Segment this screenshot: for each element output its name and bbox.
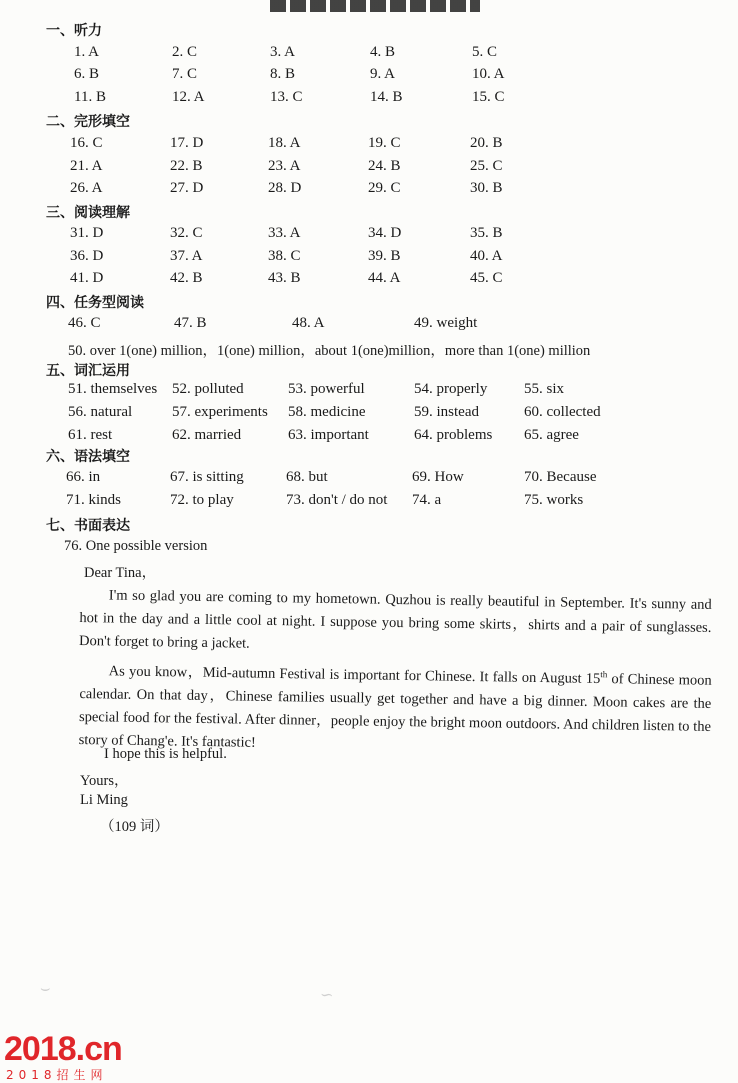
answer-item: 62. married <box>172 427 242 443</box>
letter-greeting: Dear Tina， <box>84 565 157 581</box>
cut-off-title <box>270 0 480 12</box>
answer-item: 43. B <box>268 270 301 286</box>
answer-item: 18. A <box>268 135 301 151</box>
answer-item: 23. A <box>268 158 301 174</box>
answer-row <box>0 492 738 512</box>
answer-item: 65. agree <box>524 427 579 443</box>
letter-closing: Yours， <box>80 773 129 789</box>
answer-item: 75. works <box>524 492 584 508</box>
answer-item: 8. B <box>270 66 296 82</box>
answer-item: 74. a <box>412 492 442 508</box>
answer-item: 6. B <box>74 66 100 82</box>
section-heading-task-reading: 四、任务型阅读 <box>46 295 144 311</box>
answer-item: 32. C <box>170 225 203 241</box>
answer-item: 36. D <box>70 248 104 264</box>
answer-item: 37. A <box>170 248 203 264</box>
answer-row <box>0 180 738 200</box>
paragraph-text-part: of Chinese moon calendar. On that day，Chinese families usually get together and have a big dinner. Moon cakes are the special food for the festival. After dinner，people enjoy the bright moon outdoors. And children listen to the story of Chang'e. It's fantastic! <box>78 671 712 751</box>
answer-item: 16. C <box>70 135 103 151</box>
answer-item: 46. C <box>68 315 101 331</box>
answer-item: 33. A <box>268 225 301 241</box>
answer-item: 66. in <box>66 469 101 485</box>
answer-item: 57. experiments <box>172 404 268 420</box>
answer-row <box>0 66 738 86</box>
answer-item: 4. B <box>370 44 396 60</box>
paragraph-text: I'm so glad you are coming to my hometown. Quzhou is really beautiful in September. It's sunny and hot in the day and a little cool at night. I suppose you bring some skirts，shirts and a pair of sunglasses. Don't forget to bring a jacket. <box>78 587 712 652</box>
answer-row <box>0 404 738 424</box>
answer-item: 53. powerful <box>288 381 365 397</box>
answer-item: 67. is sitting <box>170 469 244 485</box>
answer-item: 61. rest <box>68 427 113 443</box>
answer-row <box>0 315 738 335</box>
answer-row <box>0 270 738 290</box>
answer-row <box>0 381 738 401</box>
answer-item: 56. natural <box>68 404 133 420</box>
answer-item: 28. D <box>268 180 302 196</box>
answer-row <box>0 44 738 64</box>
answer-item: 2. C <box>172 44 198 60</box>
answer-item: 1. A <box>74 44 100 60</box>
word-count: （109 词） <box>100 819 169 835</box>
answer-item: 69. How <box>412 469 464 485</box>
answer-item: 70. Because <box>524 469 597 485</box>
answer-item: 63. important <box>288 427 369 443</box>
answer-item: 5. C <box>472 44 498 60</box>
answer-item: 3. A <box>270 44 296 60</box>
answer-item: 45. C <box>470 270 503 286</box>
answer-row <box>0 89 738 109</box>
answer-item: 20. B <box>470 135 503 151</box>
answer-item: 68. but <box>286 469 328 485</box>
answer-item: 48. A <box>292 315 325 331</box>
section-heading-grammar: 六、语法填空 <box>46 449 130 465</box>
answer-item: 47. B <box>174 315 207 331</box>
answer-item: 60. collected <box>524 404 601 420</box>
watermark-main: 2018.cn <box>4 1030 122 1068</box>
writing-heading: 76. One possible version <box>64 538 208 554</box>
section-heading-vocabulary: 五、词汇运用 <box>46 363 130 379</box>
answer-item: 10. A <box>472 66 505 82</box>
answer-row <box>0 225 738 245</box>
paragraph-text-part: As you know，Mid-autumn Festival is important for Chinese. It falls on August 15 <box>108 663 601 688</box>
answer-item: 35. B <box>470 225 503 241</box>
answer-item: 25. C <box>470 158 503 174</box>
answer-item: 49. weight <box>414 315 478 331</box>
letter-paragraph-1 <box>79 584 712 663</box>
section-heading-writing: 七、书面表达 <box>46 518 130 534</box>
answer-item: 39. B <box>368 248 401 264</box>
answer-item: 54. properly <box>414 381 488 397</box>
answer-row <box>0 248 738 268</box>
answer-item: 11. B <box>74 89 106 105</box>
answer-item: 41. D <box>70 270 104 286</box>
answer-item: 71. kinds <box>66 492 122 508</box>
scan-smudge: ∽ <box>320 987 334 1004</box>
answer-item: 42. B <box>170 270 203 286</box>
answer-item: 40. A <box>470 248 503 264</box>
answer-row <box>0 158 738 178</box>
section-heading-listening: 一、听力 <box>46 23 102 39</box>
answer-item: 15. C <box>472 89 505 105</box>
watermark-logo <box>4 1030 164 1082</box>
section-heading-reading: 三、阅读理解 <box>46 205 130 221</box>
letter-closing-line: I hope this is helpful. <box>104 746 227 762</box>
answer-row <box>0 135 738 155</box>
answer-item: 22. B <box>170 158 203 174</box>
letter-signature: Li Ming <box>80 792 128 808</box>
answer-item: 51. themselves <box>68 381 158 397</box>
answer-item: 34. D <box>368 225 402 241</box>
answer-item: 26. A <box>70 180 103 196</box>
answer-item: 12. A <box>172 89 205 105</box>
answer-item: 9. A <box>370 66 396 82</box>
answer-item: 17. D <box>170 135 204 151</box>
answer-item: 52. polluted <box>172 381 244 397</box>
answer-item: 24. B <box>368 158 401 174</box>
superscript: th <box>600 669 608 680</box>
answer-item: 13. C <box>270 89 303 105</box>
answer-item: 29. C <box>368 180 401 196</box>
answer-item: 59. instead <box>414 404 479 420</box>
scan-smudge: ⌣ <box>40 980 51 997</box>
answer-item-50: 50. over 1(one) million，1(one) million，about 1(one)million，more than 1(one) million <box>68 343 591 359</box>
answer-item: 14. B <box>370 89 403 105</box>
answer-item: 44. A <box>368 270 401 286</box>
answer-item: 64. problems <box>414 427 493 443</box>
answer-item: 27. D <box>170 180 204 196</box>
answer-item: 19. C <box>368 135 401 151</box>
answer-item: 73. don't / do not <box>286 492 388 508</box>
watermark-sub: 2018招生网 <box>6 1068 108 1082</box>
answer-item: 31. D <box>70 225 104 241</box>
answer-item: 38. C <box>268 248 301 264</box>
answer-row <box>0 427 738 447</box>
answer-item: 72. to play <box>170 492 234 508</box>
answer-item: 21. A <box>70 158 103 174</box>
answer-item: 55. six <box>524 381 565 397</box>
answer-item: 30. B <box>470 180 503 196</box>
section-heading-cloze: 二、完形填空 <box>46 114 130 130</box>
answer-row <box>0 469 738 489</box>
answer-item: 7. C <box>172 66 198 82</box>
answer-item: 58. medicine <box>288 404 366 420</box>
